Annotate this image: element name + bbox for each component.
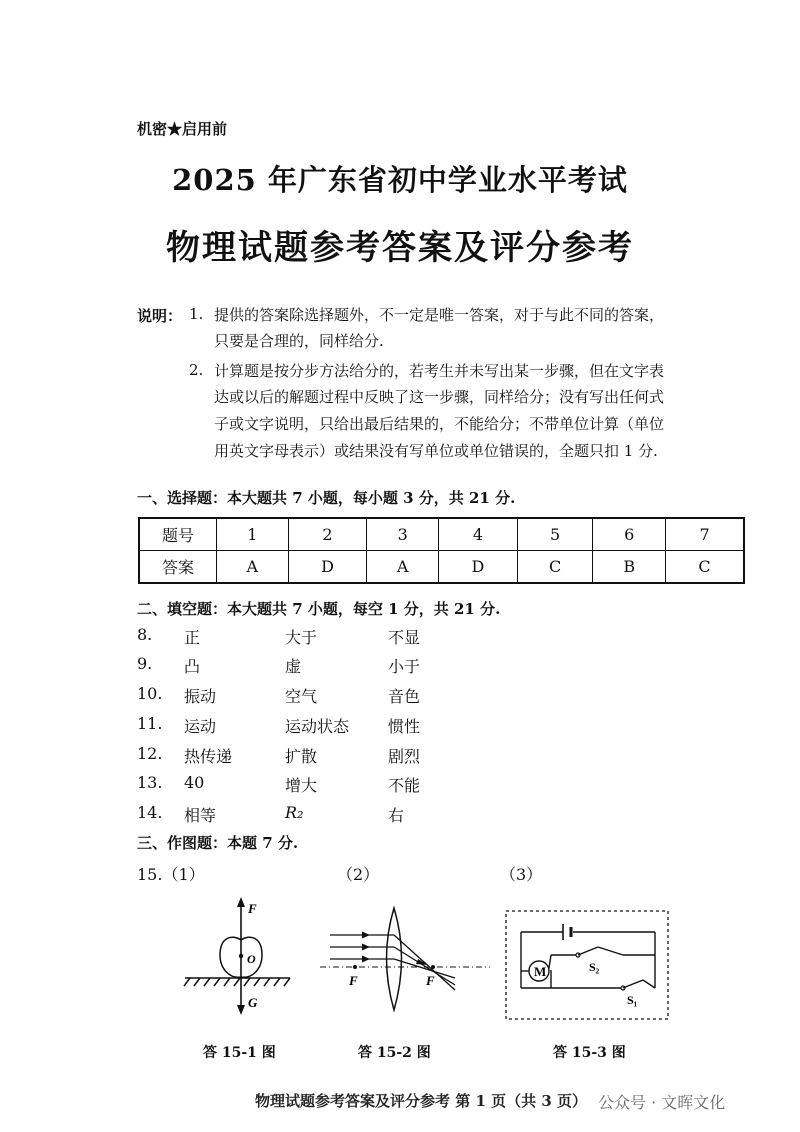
svg-text:S₁: S₁ — [627, 993, 638, 1007]
confidential-mark: 机密★启用前 — [137, 120, 228, 138]
switch-s1-icon — [621, 980, 643, 1007]
question-number: 5 — [517, 518, 593, 551]
switch-s2-icon — [576, 947, 600, 974]
subpart-3-label: （3） — [500, 865, 543, 884]
question-number: 6 — [593, 518, 666, 551]
answer-cell: D — [288, 551, 367, 584]
answer-cell: A — [367, 551, 439, 584]
fill-answer-3: 音色 — [388, 687, 421, 706]
force-label-f: F — [248, 901, 257, 916]
fill-answer-1: 相等 — [184, 806, 217, 825]
fill-question-number: 8. — [137, 625, 153, 644]
note-1-line-1: 提供的答案除选择题外，不一定是唯一答案，对于与此不同的答案， — [214, 306, 665, 324]
fill-answer-1: 振动 — [184, 687, 217, 706]
caption-figure-15-1: 答 15-1 图 — [203, 1045, 276, 1061]
note-2-line-1: 计算题是按分步方法给分的，若考生并未写出某一步骤，但在文字表 — [214, 362, 665, 380]
document-title: 物理试题参考答案及评分参考 — [166, 228, 634, 268]
fill-answer-1: 正 — [184, 628, 201, 647]
fill-question-number: 12. — [137, 744, 163, 763]
answer-table — [138, 517, 745, 584]
subpart-2-label: （2） — [337, 865, 380, 884]
svg-text:M: M — [534, 964, 547, 979]
fill-answer-2: 增大 — [285, 776, 318, 795]
note-2-line-2: 达或以后的解题过程中反映了这一步骤，同样给分；没有写出任何式 — [214, 388, 665, 406]
answer-cell: C — [666, 551, 744, 584]
fill-answer-2: R₂ — [285, 803, 304, 822]
motor-icon — [529, 961, 549, 981]
answer-cell: D — [439, 551, 518, 584]
fill-answer-2: 大于 — [285, 628, 318, 647]
question-number: 4 — [439, 518, 518, 551]
question-number: 2 — [288, 518, 367, 551]
fill-answer-3: 惯性 — [388, 717, 421, 736]
answer-cell: B — [593, 551, 666, 584]
fill-question-number: 13. — [137, 773, 163, 792]
fill-answer-2: 扩散 — [285, 747, 318, 766]
row-header-answer: 答案 — [139, 551, 217, 584]
answer-row — [139, 551, 744, 584]
fill-question-number: 10. — [137, 684, 163, 703]
answer-cell: C — [517, 551, 593, 584]
note-1-number: 1. — [189, 305, 204, 323]
question-number: 3 — [367, 518, 439, 551]
page-footer: 物理试题参考答案及评分参考 第 1 页（共 3 页） — [255, 1092, 587, 1110]
fill-question-number: 9. — [137, 654, 153, 673]
fill-answer-2: 运动状态 — [285, 717, 350, 736]
fill-answer-2: 空气 — [285, 687, 318, 706]
watermark: 公众号 · 文晖文化 — [598, 1093, 726, 1112]
section-2-heading: 二、填空题：本大题共 7 小题，每空 1 分，共 21 分. — [137, 600, 501, 618]
fill-answer-1: 凸 — [184, 657, 201, 676]
center-label-o: O — [247, 952, 256, 966]
note-2-number: 2. — [189, 361, 204, 379]
fill-answer-3: 右 — [388, 806, 405, 825]
fill-answer-2: 虚 — [285, 657, 302, 676]
section-1-heading: 一、选择题：本大题共 7 小题，每小题 3 分，共 21 分. — [137, 489, 516, 507]
incident-rays — [330, 932, 394, 963]
ground-surface — [184, 978, 290, 986]
answer-cell: A — [217, 551, 289, 584]
caption-figure-15-2: 答 15-2 图 — [358, 1045, 431, 1061]
fill-answer-3: 小于 — [388, 657, 421, 676]
figure-15-2 — [315, 898, 495, 1028]
row-header-question: 题号 — [139, 518, 217, 551]
question-15-label: 15.（1） — [137, 865, 205, 884]
fill-question-number: 14. — [137, 803, 163, 822]
battery-icon — [563, 924, 571, 940]
note-2-line-3: 子或文字说明，只给出最后结果的，不能给分；不带单位计算（单位 — [214, 415, 665, 433]
fill-answer-3: 不显 — [388, 628, 421, 647]
focus-label-right: F — [426, 973, 435, 988]
fill-answer-3: 剧烈 — [388, 747, 421, 766]
fill-answer-1: 40 — [184, 773, 205, 792]
caption-figure-15-3: 答 15-3 图 — [553, 1045, 626, 1061]
focus-label-left: F — [349, 973, 358, 988]
fill-question-number: 11. — [137, 714, 163, 733]
figure-15-3 — [503, 908, 673, 1023]
figure-15-1 — [180, 893, 300, 1023]
svg-text:S₂: S₂ — [589, 960, 600, 974]
exam-title: 2025 年广东省初中学业水平考试 — [172, 163, 628, 197]
force-label-g: G — [248, 995, 258, 1010]
fill-answer-3: 不能 — [388, 776, 421, 795]
note-1-line-2: 只要是合理的，同样给分. — [214, 332, 384, 350]
notes-label: 说明： — [137, 307, 183, 325]
fill-answer-1: 运动 — [184, 717, 217, 736]
question-number: 1 — [217, 518, 289, 551]
note-2-line-4: 用英文字母表示）或结果没有写单位或单位错误的，全题只扣 1 分. — [214, 442, 658, 460]
fill-answer-1: 热传递 — [184, 747, 233, 766]
question-number: 7 — [666, 518, 744, 551]
section-3-heading: 三、作图题：本题 7 分. — [137, 834, 299, 852]
question-number-row — [139, 518, 744, 551]
refracted-rays — [394, 935, 455, 990]
